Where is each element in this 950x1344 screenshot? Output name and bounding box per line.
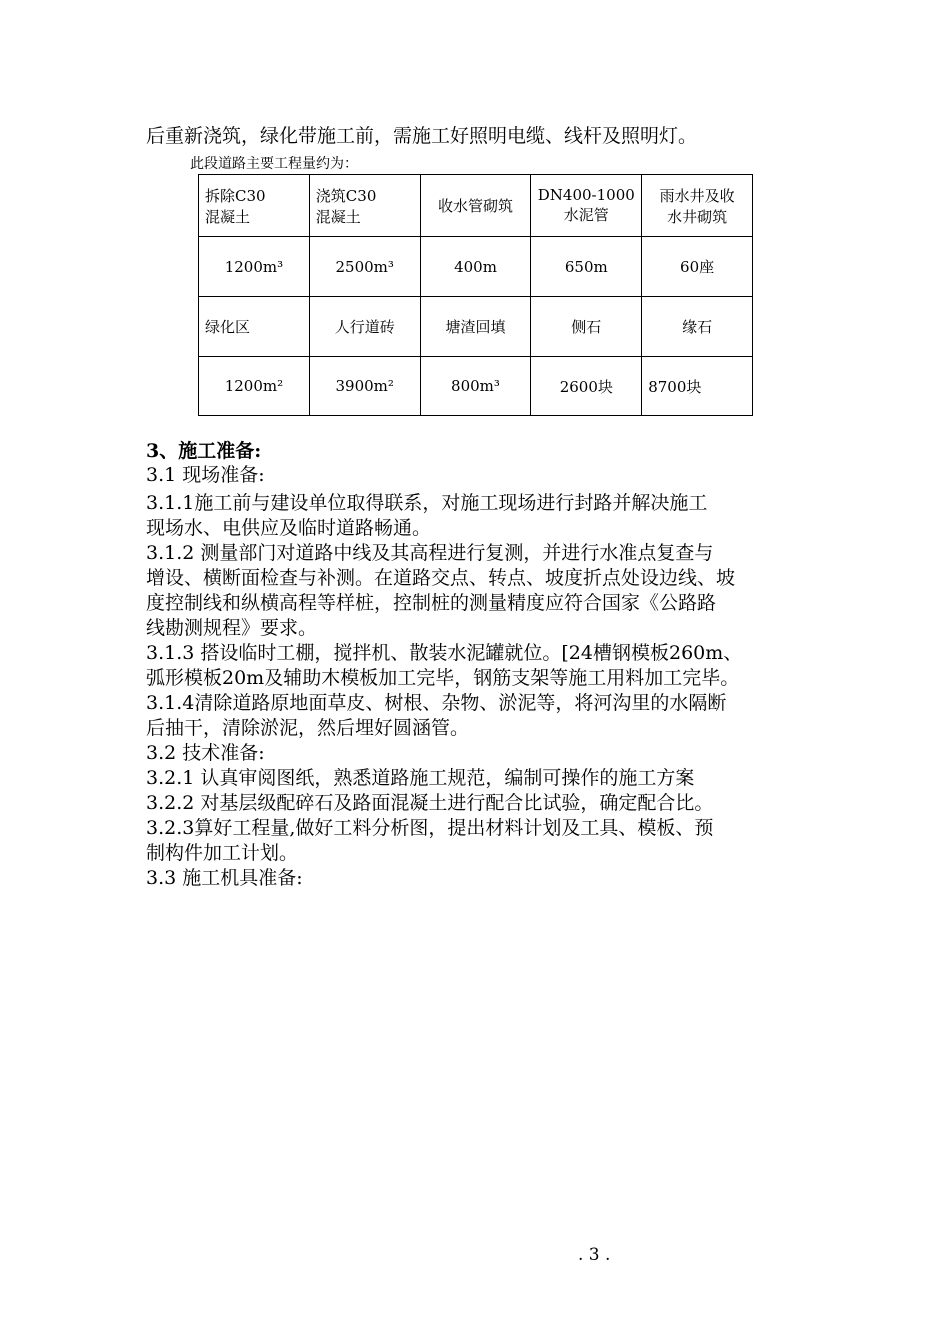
- quantity-table: [198, 174, 753, 416]
- table-cell: 侧石: [531, 297, 642, 357]
- body-line: 3.2.3算好工程量,做好工料分析图，提出材料计划及工具、模板、预: [146, 817, 714, 839]
- table-cell: 2600块: [531, 357, 642, 416]
- table-cell: 绿化区: [199, 297, 310, 357]
- table-cell: 8700块: [642, 357, 753, 416]
- body-line: 现场水、电供应及临时道路畅通。: [146, 517, 432, 539]
- table-cell: 60座: [642, 237, 753, 297]
- table-cell: 浇筑C30 混凝土: [309, 175, 420, 237]
- body-line: 后抽干，清除淤泥，然后埋好圆涵管。: [146, 717, 470, 739]
- table-row: [199, 237, 753, 297]
- body-line: 3.2 技术准备:: [146, 742, 265, 764]
- table-cell: 雨水井及收 水井砌筑: [642, 175, 753, 237]
- table-caption: 此段道路主要工程量约为：: [190, 156, 358, 172]
- table-cell: 1200m³: [199, 237, 310, 297]
- table-cell: 800m³: [420, 357, 531, 416]
- table-cell: 收水管砌筑: [420, 175, 531, 237]
- intro-line: 后重新浇筑，绿化带施工前，需施工好照明电缆、线杆及照明灯。: [146, 125, 698, 147]
- table-row: [199, 297, 753, 357]
- body-line: 3.1.4清除道路原地面草皮、树根、杂物、淤泥等，将河沟里的水隔断: [146, 692, 727, 714]
- table-cell: 3900m²: [309, 357, 420, 416]
- body-line: 弧形模板20m及辅助木模板加工完毕，钢筋支架等施工用料加工完毕。: [146, 667, 740, 689]
- table-cell: DN400-1000 水泥管: [531, 175, 642, 237]
- body-line: 3.1.1施工前与建设单位取得联系，对施工现场进行封路并解决施工: [146, 492, 708, 514]
- body-line: 3.2.2 对基层级配碎石及路面混凝土进行配合比试验，确定配合比。: [146, 792, 714, 814]
- body-line: 度控制线和纵横高程等样桩，控制桩的测量精度应符合国家《公路路: [146, 592, 717, 614]
- table-cell: 400m: [420, 237, 531, 297]
- body-line: 3.1.2 测量部门对道路中线及其高程进行复测，并进行水准点复查与: [146, 542, 714, 564]
- page-number: . 3 .: [578, 1245, 611, 1265]
- table-cell: 缘石: [642, 297, 753, 357]
- table-cell: 650m: [531, 237, 642, 297]
- body-line: 增设、横断面检查与补测。在道路交点、转点、坡度折点处设边线、坡: [146, 567, 736, 589]
- body-line: 线勘测规程》要求。: [146, 617, 318, 639]
- table-cell: 塘渣回填: [420, 297, 531, 357]
- body-line: 3.1 现场准备:: [146, 464, 265, 486]
- table-cell: 拆除C30 混凝土: [199, 175, 310, 237]
- section-title: 3、施工准备:: [146, 440, 262, 462]
- body-line: 制构件加工计划。: [146, 842, 299, 864]
- table-cell: 2500m³: [309, 237, 420, 297]
- table-cell: 1200m²: [199, 357, 310, 416]
- table-row: [199, 175, 753, 237]
- body-line: 3.1.3 搭设临时工棚，搅拌机、散装水泥罐就位。[24槽钢模板260m、: [146, 642, 743, 664]
- table-row: [199, 357, 753, 416]
- body-line: 3.2.1 认真审阅图纸，熟悉道路施工规范，编制可操作的施工方案: [146, 767, 695, 789]
- body-line: 3.3 施工机具准备:: [146, 867, 303, 889]
- table-cell: 人行道砖: [309, 297, 420, 357]
